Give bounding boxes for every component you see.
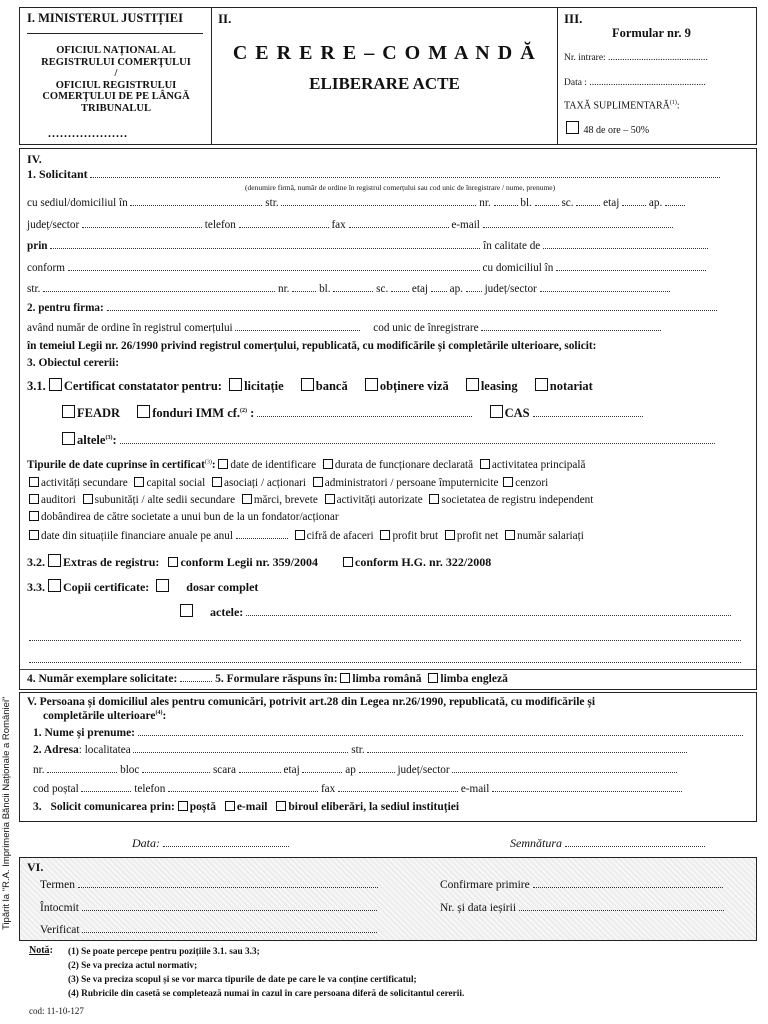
email-label: e-mail [451, 219, 480, 231]
s32-label: 3.2. [27, 555, 45, 569]
verified-row [40, 924, 377, 936]
capacity-field[interactable] [543, 240, 708, 249]
notes-list [68, 945, 464, 1001]
extract-row [27, 554, 491, 570]
full-file-checkbox[interactable] [156, 579, 169, 592]
copies-row [27, 579, 258, 595]
cas-label: CAS [504, 406, 530, 420]
t14-checkbox[interactable] [29, 511, 39, 521]
office-line-5: COMERȚULUI DE PE LÂNGĂ [42, 91, 190, 102]
prepared-row [40, 902, 377, 914]
office-checkbox[interactable] [276, 801, 286, 811]
receipt-label: Confirmare primire [440, 879, 530, 891]
comm-address-row [33, 744, 687, 756]
tribunal-dots: .................... [48, 126, 128, 140]
staircase-label: sc. [561, 197, 574, 209]
comm-contact-row [33, 783, 682, 795]
imm-note: (2) [240, 407, 248, 414]
form-code: cod: 11-10-127 [29, 1006, 84, 1016]
comm-name-row [33, 727, 743, 739]
t11-label: mărci, brevete [253, 494, 318, 506]
receipt-row [440, 879, 723, 891]
ministry-rule [27, 33, 203, 34]
office-line-2: REGISTRULUI COMERȚULUI [41, 56, 191, 68]
note-4: (4) Rubricile din casetă se completează numai în cazul în care persoana diferă de solicitantul cererii. [68, 989, 465, 999]
extra-tax-option [566, 121, 649, 136]
t12-label: activități autorizate [336, 494, 423, 506]
data-types-row-1 [27, 459, 585, 471]
company-row [27, 302, 717, 314]
office-label: biroul eliberări, la sediul instituției [288, 801, 460, 813]
data-types-colon: : [211, 459, 216, 471]
t4-checkbox[interactable] [29, 477, 39, 487]
viza-label: obținere viză [379, 379, 449, 393]
comm-email-label: e-mail [460, 783, 490, 795]
phone-label: telefon [204, 219, 236, 231]
t3-checkbox[interactable] [480, 459, 490, 469]
sign-date-field[interactable] [163, 838, 289, 847]
communication-title: V. Persoana și domiciliul ales pentru comunicări, potrivit art.28 din Legea nr.26/1990, republicată, cu modificările și [27, 696, 596, 708]
rep-block-label: bl. [319, 283, 331, 295]
address-row-2 [27, 283, 670, 295]
t18-checkbox[interactable] [445, 530, 455, 540]
rep-floor-field[interactable] [431, 283, 447, 292]
data-types-label: Tipurile de date cuprinse în certificat [27, 459, 205, 471]
extra-tax-note: (1) [669, 100, 677, 106]
t17-label: profit brut [392, 530, 439, 542]
comm-postal-field[interactable] [81, 783, 131, 792]
t10-label: subunități / alte sedii secundare [94, 494, 236, 506]
post-checkbox[interactable] [178, 801, 188, 811]
rep-street-label: str. [27, 283, 41, 295]
comm-fax-label: fax [320, 783, 336, 795]
documents-line-2[interactable] [29, 632, 741, 641]
hg-322-checkbox[interactable] [343, 557, 353, 567]
comm-method-row [33, 801, 459, 813]
legal-basis: în temeiul Legii nr. 26/1990 privind registrul comerțului, republicată, cu modificările și completările ulterioare, solicit: [27, 340, 597, 352]
documents-label: actele: [210, 605, 244, 619]
romanian-checkbox[interactable] [340, 673, 350, 683]
exit-label: Nr. și data ieșirii [440, 902, 517, 914]
apartment-field[interactable] [665, 197, 685, 206]
unique-code-field[interactable] [481, 322, 661, 331]
english-checkbox[interactable] [428, 673, 438, 683]
t19-checkbox[interactable] [505, 530, 515, 540]
signature-row [510, 836, 705, 851]
t7-checkbox[interactable] [313, 477, 323, 487]
printer-mark: Tipărit la "R.A. Imprimeria Băncii Naționale a României" [1, 696, 12, 930]
comm-locality-label: : localitatea [78, 744, 131, 756]
exit-row [440, 902, 724, 914]
copies-checkbox[interactable] [48, 579, 61, 592]
section-iv-label: IV. [27, 152, 42, 166]
registry-row [27, 322, 661, 334]
section-iv-rule [20, 669, 756, 670]
rep-apartment-field[interactable] [466, 283, 482, 292]
data-types-row-3 [29, 494, 593, 506]
t3-label: activitatea principală [491, 459, 586, 471]
feadr-checkbox[interactable] [62, 405, 75, 418]
notes-label-text: Notă [29, 945, 50, 956]
financial-year-field[interactable] [236, 530, 288, 539]
copies-label: Copii certificate: [63, 580, 150, 594]
response-language-label: 5. Formulare răspuns în: [215, 673, 338, 685]
section-ii-label: II. [218, 11, 232, 26]
floor-label: etaj [603, 197, 620, 209]
comm-method-number: 3. [33, 801, 42, 813]
comm-phone-label: telefon [134, 783, 166, 795]
comm-staircase-label: scara [212, 764, 236, 776]
note-2: (2) Se va preciza actul normativ; [68, 961, 198, 971]
copies-count-row [27, 673, 508, 685]
banca-checkbox[interactable] [301, 378, 314, 391]
email-field[interactable] [483, 219, 673, 228]
comm-number-field[interactable] [47, 764, 117, 773]
company-label: 2. pentru firma: [27, 302, 104, 314]
registry-number-label: având număr de ordine în registrul comerțului [27, 322, 233, 334]
english-label: limba engleză [440, 673, 508, 685]
post-label: poștă [189, 801, 216, 813]
certificate-row-3 [62, 432, 715, 448]
t13-label: societatea de registru independent [441, 494, 594, 506]
rep-number-field[interactable] [292, 283, 316, 292]
address-row-1 [27, 197, 685, 209]
rep-county-label: județ/sector [484, 283, 537, 295]
number-label: nr. [479, 197, 491, 209]
county-label: județ/sector [27, 219, 80, 231]
registry-number-field[interactable] [235, 322, 360, 331]
cas-checkbox[interactable] [490, 405, 503, 418]
t7-label: administratori / persoane împuternicite [324, 477, 499, 489]
t2-checkbox[interactable] [323, 459, 333, 469]
t10-checkbox[interactable] [83, 494, 93, 504]
rep-apartment-label: ap. [449, 283, 463, 295]
company-field[interactable] [107, 302, 717, 311]
s31-label: 3.1. [27, 379, 46, 393]
rep-floor-label: etaj [411, 283, 429, 295]
romanian-label: limba română [352, 673, 422, 685]
term-field[interactable] [78, 879, 378, 888]
t6-label: asociați / acționari [223, 477, 306, 489]
comm-staircase-field[interactable] [239, 764, 281, 773]
seat-label: cu sediul/domiciliul în [27, 197, 128, 209]
communication-title-2-text: completările ulterioare [43, 710, 156, 722]
extra-tax-text: TAXĂ SUPLIMENTARĂ [564, 100, 670, 112]
hg-322-label: conform H.G. nr. 322/2008 [355, 555, 492, 569]
extra-tax-label [564, 100, 680, 111]
notes-label [29, 945, 53, 956]
comm-number-row [33, 764, 677, 776]
notes-colon: : [49, 945, 53, 956]
applicant-note: (denumire firmă, număr de ordine în registrul comerțului sau cod unic de înregistrare / nume, prenume) [245, 183, 556, 192]
imm-colon: : [250, 406, 255, 420]
cas-field[interactable] [533, 408, 643, 417]
fax-field[interactable] [349, 219, 449, 228]
email-method-checkbox[interactable] [225, 801, 235, 811]
t12-checkbox[interactable] [325, 494, 335, 504]
comm-floor-label: etaj [283, 764, 300, 776]
t9-label: auditori [41, 494, 76, 506]
office-line-6: TRIBUNALUL [80, 102, 151, 114]
comm-address-label: 2. Adresa [33, 744, 79, 756]
banca-label: bancă [315, 379, 348, 393]
law-359-checkbox[interactable] [168, 557, 178, 567]
apartment-label: ap. [648, 197, 663, 209]
other-checkbox[interactable] [62, 432, 75, 445]
t18-label: profit net [456, 530, 499, 542]
s33-label: 3.3. [27, 580, 45, 594]
capacity-label: în calitate de [483, 240, 541, 252]
copies-count-field[interactable] [180, 673, 212, 682]
applicant-label: 1. Solicitant [27, 167, 88, 181]
sign-date-label: Data: [132, 836, 160, 850]
conform-field[interactable] [68, 262, 480, 271]
imm-field[interactable] [257, 408, 472, 417]
t5-checkbox[interactable] [134, 477, 144, 487]
office-line-3: / [114, 68, 118, 79]
data-types-row-5 [29, 530, 584, 542]
comm-street-label: str. [351, 744, 365, 756]
certificate-row-2 [62, 405, 643, 421]
comm-county-label: județ/sector [397, 764, 450, 776]
t19-label: număr salariați [517, 530, 584, 542]
licitatie-label: licitație [244, 379, 284, 393]
note-1: (1) Se poate percepe pentru pozițiile 3.1. sau 3.3; [68, 947, 260, 957]
full-file-label: dosar complet [186, 580, 259, 594]
signature-date-row [132, 836, 289, 851]
extract-checkbox[interactable] [48, 554, 61, 567]
t9-checkbox[interactable] [29, 494, 39, 504]
signature-label: Semnătura [510, 836, 562, 850]
extra-tax-option-label: 48 de ore – 50% [583, 125, 650, 136]
phone-field[interactable] [239, 219, 329, 228]
rep-street-field[interactable] [43, 283, 275, 292]
comm-name-field[interactable] [138, 727, 743, 736]
comm-floor-field[interactable] [302, 764, 342, 773]
leasing-checkbox[interactable] [466, 378, 479, 391]
block-label: bl. [520, 197, 532, 209]
t17-checkbox[interactable] [380, 530, 390, 540]
data-types-row-2 [29, 477, 548, 489]
documents-row [180, 604, 731, 620]
office-line-1: OFICIUL NAȚIONAL AL [56, 45, 176, 56]
documents-line-3[interactable] [29, 654, 741, 663]
applicant-field[interactable] [90, 169, 720, 178]
imm-checkbox[interactable] [137, 405, 150, 418]
term-row [40, 879, 378, 891]
documents-field[interactable] [246, 607, 731, 616]
section-iii-label: III. [564, 11, 583, 26]
street-field[interactable] [281, 197, 476, 206]
other-note: (3) [105, 434, 113, 441]
certificate-row [27, 378, 593, 394]
comm-street-field[interactable] [367, 744, 687, 753]
fax-label: fax [331, 219, 346, 231]
rep-number-label: nr. [277, 283, 290, 295]
t16-label: cifră de afaceri [306, 530, 374, 542]
t11-checkbox[interactable] [242, 494, 252, 504]
office-name [22, 45, 210, 114]
comm-apartment-field[interactable] [359, 764, 395, 773]
data-types-note: (3) [204, 459, 212, 466]
entry-number-field[interactable]: Nr. intrare: .......................................... [564, 53, 708, 63]
section-vi-label: VI. [27, 860, 44, 874]
t14-label: dobândirea de către societate a unui bun de la un fondator/acționar [41, 511, 339, 523]
data-types-row-4 [29, 511, 339, 523]
date-field[interactable]: Data : ................................................. [564, 78, 706, 88]
prepared-field[interactable] [82, 902, 377, 911]
signature-field[interactable] [565, 838, 705, 847]
extract-label: Extras de registru: [63, 555, 160, 569]
t2-label: durata de funcționare declarată [334, 459, 474, 471]
comm-postal-label: cod poștal [33, 783, 79, 795]
comm-email-field[interactable] [492, 783, 682, 792]
unique-code-label: cod unic de înregistrare [373, 322, 479, 334]
notariat-label: notariat [549, 379, 593, 393]
comm-locality-field[interactable] [133, 744, 348, 753]
certificate-label: Certificat constatator pentru: [63, 379, 222, 393]
street-label: str. [265, 197, 279, 209]
rep-block-field[interactable] [333, 283, 373, 292]
number-field[interactable] [494, 197, 518, 206]
comm-fax-field[interactable] [338, 783, 458, 792]
rep-county-field[interactable] [540, 283, 670, 292]
communication-colon: : [162, 710, 167, 722]
exit-field[interactable] [519, 902, 724, 911]
conform-label: conform [27, 262, 65, 274]
form-subtitle: ELIBERARE ACTE [309, 74, 460, 93]
comm-number-label: nr. [33, 764, 45, 776]
other-field[interactable] [120, 435, 715, 444]
copies-count-label: 4. Număr exemplare solicitate: [27, 673, 178, 685]
licitatie-checkbox[interactable] [229, 378, 242, 391]
other-colon: : [112, 433, 117, 447]
block-field[interactable] [535, 197, 559, 206]
email-method-label: e-mail [236, 801, 268, 813]
comm-block-field[interactable] [142, 764, 210, 773]
comm-phone-field[interactable] [168, 783, 318, 792]
domicile-label: cu domiciliul în [482, 262, 554, 274]
leasing-label: leasing [480, 379, 518, 393]
feadr-label: FEADR [77, 406, 121, 420]
t15-label: date din situațiile financiare anuale pe anul [41, 530, 233, 542]
applicant-row [27, 167, 720, 182]
form-title: C E R E R E – C O M A N D Ă [232, 42, 537, 64]
office-line-4: OFICIUL REGISTRULUI [55, 79, 177, 91]
through-label: prin [27, 240, 48, 252]
imm-label: fonduri IMM cf. [152, 406, 241, 420]
seat-field[interactable] [130, 197, 262, 206]
comm-method-label: Solicit comunicarea prin: [50, 801, 175, 813]
comm-county-field[interactable] [452, 764, 677, 773]
rep-staircase-label: sc. [376, 283, 389, 295]
representative-field[interactable] [50, 240, 480, 249]
communication-note: (4) [155, 710, 163, 717]
t8-checkbox[interactable] [503, 477, 513, 487]
receipt-field[interactable] [533, 879, 723, 888]
floor-field[interactable] [622, 197, 646, 206]
verified-field[interactable] [82, 924, 377, 933]
staircase-field[interactable] [576, 197, 600, 206]
t6-checkbox[interactable] [212, 477, 222, 487]
ministry-title: I. MINISTERUL JUSTIȚIEI [27, 11, 183, 25]
t8-label: cenzori [515, 477, 549, 489]
extra-tax-checkbox[interactable] [566, 121, 579, 134]
representative-row [27, 240, 708, 252]
rep-staircase-field[interactable] [391, 283, 409, 292]
contact-row [27, 219, 673, 231]
t15-checkbox[interactable] [29, 530, 39, 540]
request-object-label: 3. Obiectul cererii: [27, 357, 120, 369]
law-359-label: conform Legii nr. 359/2004 [180, 555, 318, 569]
communication-title-2 [43, 710, 166, 722]
certificate-checkbox[interactable] [49, 378, 62, 391]
t5-label: capital social [146, 477, 206, 489]
term-label: Termen [40, 879, 75, 891]
conform-row [27, 262, 706, 274]
form-number: Formular nr. 9 [612, 26, 691, 40]
documents-checkbox[interactable] [180, 604, 193, 617]
verified-label: Verificat [40, 924, 80, 936]
extra-tax-colon: : [676, 100, 680, 112]
county-field[interactable] [82, 219, 202, 228]
t13-checkbox[interactable] [429, 494, 439, 504]
comm-apartment-label: ap [345, 764, 356, 776]
t16-checkbox[interactable] [295, 530, 305, 540]
other-label: altele [77, 433, 106, 447]
comm-block-label: bloc [120, 764, 140, 776]
note-3: (3) Se va preciza scopul și se vor marca tipurile de date pe care le va conține certificatul; [68, 975, 417, 985]
domicile-field[interactable] [556, 262, 706, 271]
viza-checkbox[interactable] [365, 378, 378, 391]
t1-checkbox[interactable] [218, 459, 228, 469]
t4-label: activități secundare [41, 477, 128, 489]
t1-label: date de identificare [230, 459, 317, 471]
notariat-checkbox[interactable] [535, 378, 548, 391]
prepared-label: Întocmit [40, 902, 79, 914]
comm-name-label: 1. Nume și prenume: [33, 727, 136, 739]
